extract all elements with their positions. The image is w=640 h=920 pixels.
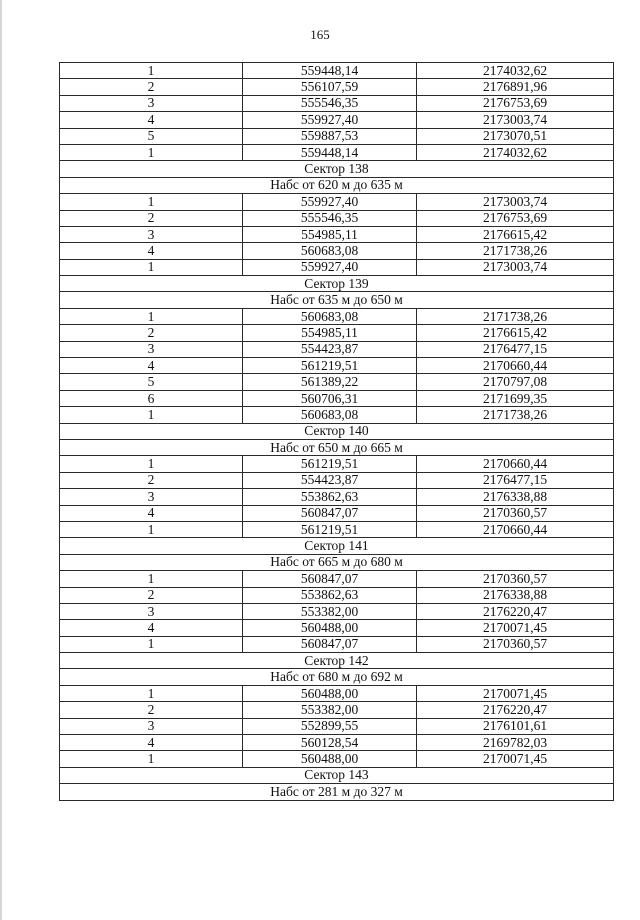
x-coordinate-cell: 560488,00	[243, 620, 417, 636]
sector-heading: Сектор 139	[60, 276, 614, 292]
sector-heading: Сектор 141	[60, 538, 614, 554]
altitude-range-row	[60, 292, 614, 308]
page-number: 165	[310, 27, 330, 42]
table-row	[60, 358, 614, 374]
table-row	[60, 456, 614, 472]
x-coordinate-cell: 553382,00	[243, 702, 417, 718]
y-coordinate-cell: 2176753,69	[417, 95, 614, 111]
y-coordinate-cell: 2176615,42	[417, 325, 614, 341]
point-number-cell: 3	[60, 95, 243, 111]
point-number-cell: 2	[60, 79, 243, 95]
altitude-range-label: Набс от 635 м до 650 м	[60, 292, 614, 308]
x-coordinate-cell: 560488,00	[243, 751, 417, 767]
x-coordinate-cell: 559927,40	[243, 259, 417, 275]
table-row	[60, 521, 614, 537]
sector-heading-row	[60, 653, 614, 669]
y-coordinate-cell: 2173003,74	[417, 194, 614, 210]
x-coordinate-cell: 553862,63	[243, 489, 417, 505]
table-row	[60, 505, 614, 521]
x-coordinate-cell: 554985,11	[243, 226, 417, 242]
table-row	[60, 226, 614, 242]
altitude-range-label: Набс от 650 м до 665 м	[60, 439, 614, 455]
x-coordinate-cell: 553862,63	[243, 587, 417, 603]
y-coordinate-cell: 2170071,45	[417, 620, 614, 636]
x-coordinate-cell: 559448,14	[243, 63, 417, 79]
x-coordinate-cell: 560706,31	[243, 390, 417, 406]
table-row	[60, 735, 614, 751]
coordinates-table-body	[60, 63, 614, 801]
table-row	[60, 144, 614, 160]
y-coordinate-cell: 2176338,88	[417, 587, 614, 603]
sector-heading-row	[60, 161, 614, 177]
point-number-cell: 2	[60, 472, 243, 488]
y-coordinate-cell: 2170797,08	[417, 374, 614, 390]
point-number-cell: 2	[60, 210, 243, 226]
y-coordinate-cell: 2170360,57	[417, 636, 614, 652]
table-row	[60, 407, 614, 423]
point-number-cell: 1	[60, 308, 243, 324]
x-coordinate-cell: 560847,07	[243, 571, 417, 587]
point-number-cell: 1	[60, 407, 243, 423]
altitude-range-label: Набс от 281 м до 327 м	[60, 784, 614, 800]
x-coordinate-cell: 554423,87	[243, 341, 417, 357]
y-coordinate-cell: 2170071,45	[417, 685, 614, 701]
x-coordinate-cell: 552899,55	[243, 718, 417, 734]
table-row	[60, 341, 614, 357]
point-number-cell: 6	[60, 390, 243, 406]
table-row	[60, 95, 614, 111]
table-row	[60, 702, 614, 718]
altitude-range-label: Набс от 620 м до 635 м	[60, 177, 614, 193]
sector-heading: Сектор 138	[60, 161, 614, 177]
point-number-cell: 1	[60, 636, 243, 652]
point-number-cell: 3	[60, 603, 243, 619]
table-row	[60, 374, 614, 390]
table-row	[60, 79, 614, 95]
point-number-cell: 3	[60, 226, 243, 242]
point-number-cell: 5	[60, 128, 243, 144]
altitude-range-label: Набс от 665 м до 680 м	[60, 554, 614, 570]
table-row	[60, 685, 614, 701]
table-row	[60, 390, 614, 406]
y-coordinate-cell: 2176477,15	[417, 341, 614, 357]
x-coordinate-cell: 561219,51	[243, 456, 417, 472]
point-number-cell: 1	[60, 751, 243, 767]
point-number-cell: 1	[60, 63, 243, 79]
table-row	[60, 489, 614, 505]
sector-heading-row	[60, 767, 614, 783]
x-coordinate-cell: 560683,08	[243, 308, 417, 324]
point-number-cell: 4	[60, 735, 243, 751]
y-coordinate-cell: 2173003,74	[417, 112, 614, 128]
y-coordinate-cell: 2171738,26	[417, 243, 614, 259]
point-number-cell: 1	[60, 259, 243, 275]
x-coordinate-cell: 560128,54	[243, 735, 417, 751]
altitude-range-label: Набс от 680 м до 692 м	[60, 669, 614, 685]
x-coordinate-cell: 555546,35	[243, 210, 417, 226]
y-coordinate-cell: 2176891,96	[417, 79, 614, 95]
table-row	[60, 210, 614, 226]
table-row	[60, 63, 614, 79]
altitude-range-row	[60, 669, 614, 685]
point-number-cell: 3	[60, 718, 243, 734]
x-coordinate-cell: 561219,51	[243, 358, 417, 374]
table-row	[60, 194, 614, 210]
x-coordinate-cell: 554985,11	[243, 325, 417, 341]
x-coordinate-cell: 560847,07	[243, 636, 417, 652]
table-row	[60, 751, 614, 767]
point-number-cell: 2	[60, 587, 243, 603]
sector-heading: Сектор 140	[60, 423, 614, 439]
table-row	[60, 603, 614, 619]
point-number-cell: 1	[60, 685, 243, 701]
point-number-cell: 1	[60, 456, 243, 472]
table-row	[60, 620, 614, 636]
altitude-range-row	[60, 439, 614, 455]
table-row	[60, 325, 614, 341]
coordinates-table	[59, 62, 614, 801]
point-number-cell: 1	[60, 521, 243, 537]
point-number-cell: 4	[60, 620, 243, 636]
y-coordinate-cell: 2174032,62	[417, 63, 614, 79]
y-coordinate-cell: 2170360,57	[417, 505, 614, 521]
point-number-cell: 4	[60, 243, 243, 259]
y-coordinate-cell: 2176220,47	[417, 603, 614, 619]
scan-edge-line	[0, 0, 2, 920]
point-number-cell: 2	[60, 325, 243, 341]
altitude-range-row	[60, 554, 614, 570]
x-coordinate-cell: 560683,08	[243, 407, 417, 423]
y-coordinate-cell: 2173070,51	[417, 128, 614, 144]
x-coordinate-cell: 554423,87	[243, 472, 417, 488]
y-coordinate-cell: 2176477,15	[417, 472, 614, 488]
sector-heading: Сектор 143	[60, 767, 614, 783]
y-coordinate-cell: 2176753,69	[417, 210, 614, 226]
y-coordinate-cell: 2170660,44	[417, 358, 614, 374]
y-coordinate-cell: 2170360,57	[417, 571, 614, 587]
y-coordinate-cell: 2170660,44	[417, 521, 614, 537]
y-coordinate-cell: 2171738,26	[417, 407, 614, 423]
y-coordinate-cell: 2174032,62	[417, 144, 614, 160]
point-number-cell: 4	[60, 358, 243, 374]
table-row	[60, 259, 614, 275]
x-coordinate-cell: 560683,08	[243, 243, 417, 259]
table-row	[60, 587, 614, 603]
y-coordinate-cell: 2173003,74	[417, 259, 614, 275]
x-coordinate-cell: 559927,40	[243, 194, 417, 210]
table-row	[60, 571, 614, 587]
table-row	[60, 112, 614, 128]
y-coordinate-cell: 2176338,88	[417, 489, 614, 505]
altitude-range-row	[60, 784, 614, 800]
x-coordinate-cell: 555546,35	[243, 95, 417, 111]
x-coordinate-cell: 559887,53	[243, 128, 417, 144]
sector-heading-row	[60, 538, 614, 554]
x-coordinate-cell: 559927,40	[243, 112, 417, 128]
point-number-cell: 1	[60, 144, 243, 160]
y-coordinate-cell: 2169782,03	[417, 735, 614, 751]
y-coordinate-cell: 2170071,45	[417, 751, 614, 767]
x-coordinate-cell: 556107,59	[243, 79, 417, 95]
y-coordinate-cell: 2176220,47	[417, 702, 614, 718]
y-coordinate-cell: 2171699,35	[417, 390, 614, 406]
point-number-cell: 2	[60, 702, 243, 718]
y-coordinate-cell: 2170660,44	[417, 456, 614, 472]
sector-heading-row	[60, 276, 614, 292]
point-number-cell: 4	[60, 505, 243, 521]
y-coordinate-cell: 2176101,61	[417, 718, 614, 734]
point-number-cell: 1	[60, 194, 243, 210]
x-coordinate-cell: 553382,00	[243, 603, 417, 619]
table-row	[60, 472, 614, 488]
sector-heading-row	[60, 423, 614, 439]
point-number-cell: 3	[60, 341, 243, 357]
y-coordinate-cell: 2171738,26	[417, 308, 614, 324]
table-row	[60, 636, 614, 652]
altitude-range-row	[60, 177, 614, 193]
point-number-cell: 5	[60, 374, 243, 390]
point-number-cell: 1	[60, 571, 243, 587]
x-coordinate-cell: 561389,22	[243, 374, 417, 390]
x-coordinate-cell: 559448,14	[243, 144, 417, 160]
x-coordinate-cell: 560847,07	[243, 505, 417, 521]
sector-heading: Сектор 142	[60, 653, 614, 669]
table-row	[60, 308, 614, 324]
x-coordinate-cell: 560488,00	[243, 685, 417, 701]
table-row	[60, 718, 614, 734]
table-row	[60, 243, 614, 259]
x-coordinate-cell: 561219,51	[243, 521, 417, 537]
y-coordinate-cell: 2176615,42	[417, 226, 614, 242]
point-number-cell: 4	[60, 112, 243, 128]
table-row	[60, 128, 614, 144]
point-number-cell: 3	[60, 489, 243, 505]
